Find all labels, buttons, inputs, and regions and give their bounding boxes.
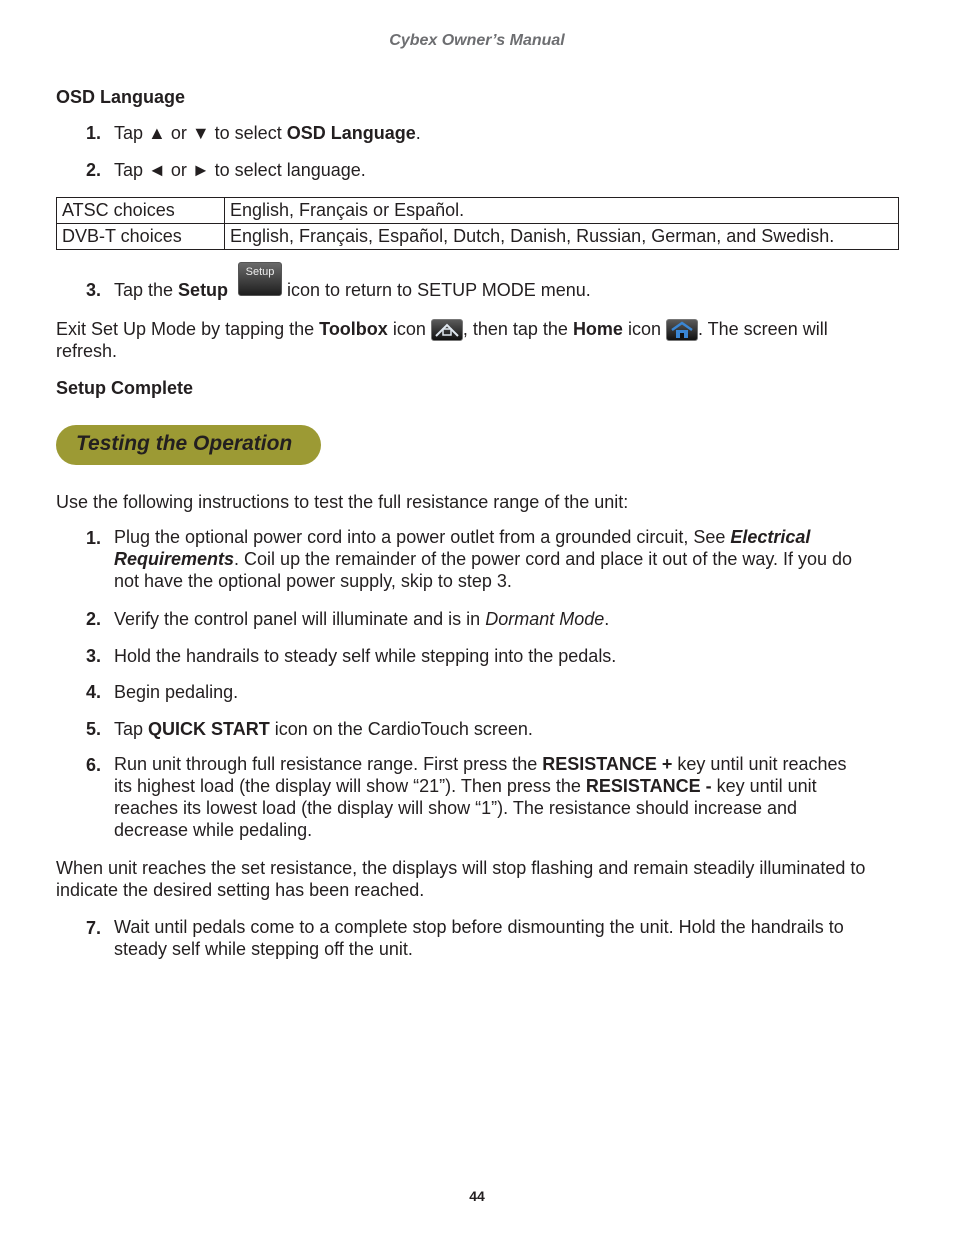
step-number: 4. <box>86 682 102 702</box>
step-number: 2. <box>86 609 102 629</box>
section-title: Testing the Operation <box>76 432 293 455</box>
table-cell: DVB-T choices <box>57 224 225 250</box>
resistance-note-paragraph: When unit reaches the set resistance, the displays will stop flashing and remain steadily illuminated to indicate the desired setting has been reached. <box>56 858 866 900</box>
step-number: 6. <box>86 755 102 775</box>
osd-step-3-text: Tap the Setup <box>114 280 229 300</box>
step-number: 7. <box>86 918 102 938</box>
step-number: 1. <box>86 528 102 548</box>
test-step-1: Plug the optional power cord into a power outlet from a grounded circuit, See Electrical Requirements. Coil up the remainder of the power cord and place it out of the way. If you do not have the optional power supply, skip to step 3. <box>114 527 853 591</box>
test-step-2: Verify the control panel will illuminate and is in Dormant Mode. <box>114 609 610 629</box>
test-step-5: Tap QUICK START icon on the CardioTouch screen. <box>114 719 533 739</box>
step-number: 1. <box>86 123 102 143</box>
test-step-3: Hold the handrails to steady self while stepping into the pedals. <box>114 646 617 666</box>
home-icon <box>666 319 698 341</box>
osd-step-2: Tap ◄ or ► to select language. <box>114 160 366 180</box>
running-header: Cybex Owner’s Manual <box>389 32 565 49</box>
table-cell: English, Français or Español. <box>225 198 899 224</box>
table-row <box>57 198 899 224</box>
exit-setup-paragraph: Exit Set Up Mode by tapping the Toolbox icon , then tap the Home icon . The screen will <box>56 318 828 341</box>
step-number: 5. <box>86 719 102 739</box>
section-banner <box>56 425 321 465</box>
language-choices-table <box>56 197 899 250</box>
table-row <box>57 224 899 250</box>
table-cell: ATSC choices <box>57 198 225 224</box>
test-step-7: Wait until pedals come to a complete stop before dismounting the unit. Hold the handrails to steady self while stepping off the unit. <box>114 917 844 959</box>
table-cell: English, Français, Español, Dutch, Danish, Russian, German, and Swedish. <box>225 224 899 250</box>
step-number: 2. <box>86 160 102 180</box>
exit-setup-paragraph-line-2: refresh. <box>56 341 118 361</box>
setup-complete-heading: Setup Complete <box>56 378 194 398</box>
osd-step-1: Tap ▲ or ▼ to select OSD Language. <box>114 123 421 143</box>
toolbox-icon <box>431 319 463 341</box>
osd-step-3-tail: icon to return to SETUP MODE menu. <box>287 280 591 300</box>
step-number: 3. <box>86 646 102 666</box>
osd-language-heading: OSD Language <box>56 87 186 107</box>
step-number: 3. <box>86 280 102 300</box>
test-step-4: Begin pedaling. <box>114 682 239 702</box>
test-step-6: Run unit through full resistance range. First press the RESISTANCE + key until unit reaches its highest load (the display will show “21”). Then press the RESISTANCE - key until unit reaches its lowest load (the display will show “1”). The resistance should increase and decrease while pedaling. <box>114 754 847 840</box>
intro-paragraph: Use the following instructions to test the full resistance range of the unit: <box>56 492 629 512</box>
setup-icon: Setup <box>238 262 282 296</box>
page-number: 44 <box>469 1188 485 1204</box>
